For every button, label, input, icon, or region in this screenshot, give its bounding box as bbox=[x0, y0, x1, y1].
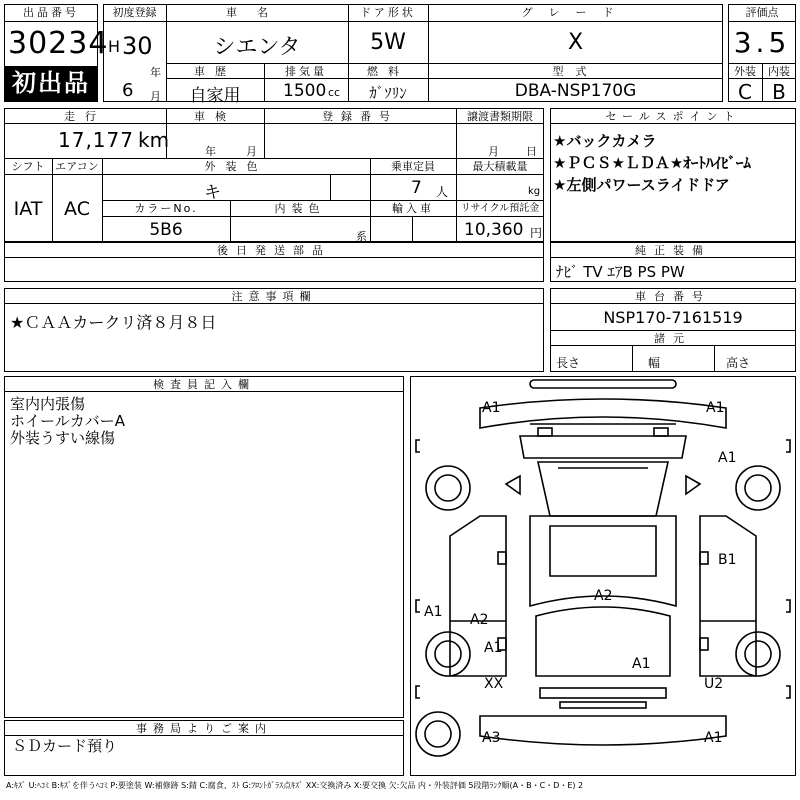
exterior-label: 外装 bbox=[734, 65, 756, 78]
transfer-label: 譲渡書類期限 bbox=[467, 110, 533, 123]
later-parts-label: 後日発送部品 bbox=[217, 244, 331, 257]
interior-color-unit: 系 bbox=[356, 230, 367, 243]
notes-label: 注意事項欄 bbox=[231, 290, 317, 303]
length-label: 長さ bbox=[556, 356, 581, 370]
office-label: 事務局よりご案内 bbox=[136, 722, 272, 735]
score: 3.5 bbox=[733, 26, 791, 59]
selling-point-1: ★バックカメラ bbox=[553, 132, 657, 150]
mileage-unit: km bbox=[138, 128, 170, 152]
recycle: 10,360 bbox=[464, 220, 524, 240]
color: キ bbox=[204, 183, 221, 203]
first-reg-label: 初度登録 bbox=[112, 6, 157, 19]
car-name-label: 車名 bbox=[226, 6, 288, 19]
mark-roof: A2 bbox=[594, 588, 613, 604]
import-label: 輸入車 bbox=[392, 202, 434, 215]
selling-point-2: ★ＰＣＳ★ＬＤＡ★ｵｰﾄﾊｲﾋﾞｰﾑ bbox=[553, 154, 751, 172]
lot-label: 出品番号 bbox=[23, 6, 79, 19]
inspector-line-2: ホイールカバーA bbox=[10, 412, 125, 430]
legend-text: A:ｷｽﾞ U:ﾍｺﾐ B:ｷｽﾞを伴うﾍｺﾐ P:要塗装 W:補修跡 S:錆 C:腐食、ｽﾄ G:ﾌﾛﾝﾄｶﾞﾗｽ点ｷｽﾞ XX:交換済み X:要交換 欠:欠品 内・外装評価 5段階ﾗﾝｸ順(A・B・C・D・E) 2 bbox=[6, 781, 584, 790]
lot-number: 30234 bbox=[8, 26, 109, 61]
car-diagram-icon bbox=[410, 376, 796, 776]
shift: IAT bbox=[13, 198, 43, 220]
width-label: 幅 bbox=[648, 356, 661, 370]
inspector-label: 検査員記入欄 bbox=[153, 378, 255, 391]
plate-label: 登録番号 bbox=[322, 110, 398, 123]
era: H bbox=[108, 37, 121, 56]
color-no-label: カラーNo. bbox=[134, 202, 198, 215]
grade: X bbox=[567, 30, 584, 55]
inspector-line-3: 外装うすい線傷 bbox=[10, 429, 116, 447]
shift-label: シフト bbox=[11, 160, 45, 173]
capacity: 7 bbox=[411, 178, 422, 198]
reg-month: 6 bbox=[122, 80, 134, 101]
fuel-label: 燃料 bbox=[367, 65, 409, 78]
recycle-unit: 円 bbox=[530, 226, 543, 240]
displacement-unit: cc bbox=[328, 86, 341, 99]
model: DBA-NSP170G bbox=[514, 81, 637, 101]
mark-right-rear-quarter: U2 bbox=[704, 676, 724, 692]
exterior-grade: C bbox=[738, 80, 752, 104]
score-label: 評価点 bbox=[745, 6, 779, 19]
office-text: ＳＤカード預り bbox=[12, 737, 118, 755]
chassis-label: 車台番号 bbox=[635, 290, 711, 303]
mark-front-right: A1 bbox=[706, 400, 725, 416]
displacement-label: 排気量 bbox=[285, 65, 327, 78]
selling-points-label: セールスポイント bbox=[605, 110, 741, 123]
genuine-equipment-label: 純正装備 bbox=[635, 244, 711, 257]
load-label: 最大積載量 bbox=[472, 160, 528, 173]
mark-rear-center: A1 bbox=[632, 656, 651, 672]
load-unit: kg bbox=[528, 186, 541, 197]
reg-year: 30 bbox=[122, 32, 153, 60]
genuine-equipment: ﾅﾋﾞ TV ｴｱB PS PW bbox=[556, 263, 685, 281]
fuel: ｶﾞｿﾘﾝ bbox=[369, 84, 407, 102]
displacement: 1500 bbox=[283, 81, 327, 101]
mark-front-left: A1 bbox=[482, 400, 501, 416]
recycle-label: リサイクル預託金 bbox=[460, 203, 540, 214]
inspection-year-unit: 年 bbox=[205, 145, 216, 158]
history: 自家用 bbox=[189, 86, 241, 106]
mark-left-rear-wheel: A1 bbox=[484, 640, 503, 656]
year-unit: 年 bbox=[150, 66, 161, 79]
mileage: 17,177 bbox=[58, 128, 134, 152]
door-label: ドア形状 bbox=[360, 6, 416, 19]
mileage-label: 走行 bbox=[64, 110, 106, 123]
mark-rear-right: A1 bbox=[704, 730, 723, 746]
color-no: 5B6 bbox=[149, 220, 183, 240]
ac: AC bbox=[64, 198, 90, 220]
selling-point-3: ★左側パワースライドドア bbox=[553, 176, 730, 194]
chassis-number: NSP170-7161519 bbox=[603, 308, 743, 327]
car-name: シエンタ bbox=[213, 35, 301, 60]
door-type: 5W bbox=[370, 30, 406, 55]
transfer-day-unit: 日 bbox=[526, 145, 537, 158]
mark-left-rear-quarter: XX bbox=[484, 676, 504, 692]
dims-label: 諸元 bbox=[654, 332, 692, 345]
notes-text: ★ＣＡＡカークリ済８月８日 bbox=[10, 313, 217, 332]
model-label: 型式 bbox=[552, 65, 599, 78]
mark-left-panel: A2 bbox=[470, 612, 489, 628]
inspection-month-unit: 月 bbox=[246, 145, 257, 158]
interior-label: 内装 bbox=[768, 65, 790, 78]
grade-label: グレード bbox=[521, 6, 630, 19]
inspector-line-1: 室内内張傷 bbox=[10, 395, 86, 413]
mark-left-door-lower: A1 bbox=[424, 604, 443, 620]
first-listing-badge: 初出品 bbox=[5, 66, 97, 101]
mark-rear-left: A3 bbox=[482, 730, 501, 746]
history-label: 車歴 bbox=[194, 65, 236, 78]
mark-right-door: B1 bbox=[718, 552, 737, 568]
interior-color-label: 内装色 bbox=[274, 202, 326, 215]
transfer-month-unit: 月 bbox=[488, 145, 499, 158]
color-label: 外装色 bbox=[204, 160, 268, 173]
month-unit: 月 bbox=[150, 90, 161, 103]
capacity-unit: 人 bbox=[436, 185, 449, 199]
capacity-label: 乗車定員 bbox=[391, 160, 435, 173]
inspection-label: 車検 bbox=[194, 110, 236, 123]
interior-grade: B bbox=[772, 80, 786, 104]
height-label: 高さ bbox=[726, 356, 751, 370]
mark-front-right-wheel: A1 bbox=[718, 450, 737, 466]
ac-label: エアコン bbox=[55, 160, 99, 173]
